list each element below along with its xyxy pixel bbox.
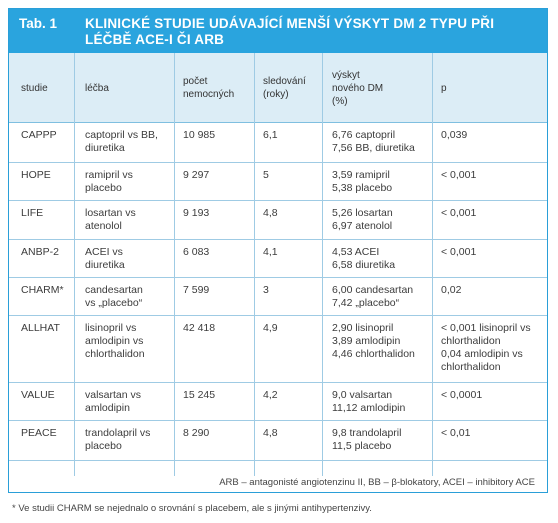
abbreviations-note: ARB – antagonisté angiotenzinu II, BB – β-blokatory, ACEI – inhibitory ACE: [219, 477, 535, 488]
cell-studie: HOPE: [21, 169, 51, 181]
cell-studie: CAPPP: [21, 129, 57, 141]
cell-vyskyt: 3,59 ramipril 5,38 placebo: [332, 169, 393, 194]
cell-pocet: 6 083: [183, 246, 210, 258]
cell-vyskyt: 9,8 trandolapril 11,5 placebo: [332, 427, 402, 452]
cell-lecba: candesartan vs „placebo“: [85, 284, 143, 309]
cell-sledovani: 4,1: [263, 246, 278, 258]
cell-vyskyt: 2,90 lisinopril 3,89 amlodipin 4,46 chlorthalidon: [332, 322, 415, 360]
column-header-studie: studie: [21, 83, 48, 94]
table-body: [9, 123, 547, 461]
column-header-lecba: léčba: [85, 83, 109, 94]
table-row: [9, 123, 547, 163]
cell-studie: ANBP-2: [21, 246, 59, 258]
cell-p: < 0,001: [441, 246, 477, 258]
column-divider: [74, 53, 75, 476]
cell-sledovani: 3: [263, 284, 269, 296]
cell-lecba: captopril vs BB, diuretika: [85, 129, 158, 154]
cell-p: < 0,001: [441, 207, 477, 219]
table-row: [9, 163, 547, 201]
table-row: [9, 278, 547, 316]
table-frame: [8, 8, 548, 493]
footnote: * Ve studii CHARM se nejednalo o srovnání s placebem, ale s jinými antihypertenzivy.: [12, 503, 372, 514]
cell-lecba: trandolapril vs placebo: [85, 427, 151, 452]
table-row: [9, 383, 547, 421]
cell-vyskyt: 9,0 valsartan 11,12 amlodipin: [332, 389, 406, 414]
cell-pocet: 8 290: [183, 427, 210, 439]
cell-lecba: losartan vs atenolol: [85, 207, 136, 232]
cell-studie: ALLHAT: [21, 322, 60, 334]
cell-lecba: lisinopril vs amlodipin vs chlorthalidon: [85, 322, 145, 360]
table-row: [9, 316, 547, 383]
cell-lecba: valsartan vs amlodipin: [85, 389, 142, 414]
cell-pocet: 10 985: [183, 129, 216, 141]
cell-pocet: 15 245: [183, 389, 216, 401]
column-divider: [174, 53, 175, 476]
cell-pocet: 9 297: [183, 169, 210, 181]
table-title-bar: [9, 9, 547, 53]
cell-pocet: 7 599: [183, 284, 210, 296]
cell-p: < 0,001 lisinopril vs chlorthalidon 0,04 amlodipin vs chlorthalidon: [441, 322, 531, 373]
column-divider: [254, 53, 255, 476]
cell-p: 0,02: [441, 284, 462, 296]
cell-sledovani: 6,1: [263, 129, 278, 141]
cell-p: 0,039: [441, 129, 468, 141]
cell-pocet: 9 193: [183, 207, 210, 219]
cell-pocet: 42 418: [183, 322, 216, 334]
cell-sledovani: 4,8: [263, 207, 278, 219]
table-row: [9, 201, 547, 240]
cell-p: < 0,001: [441, 169, 477, 181]
cell-vyskyt: 4,53 ACEI 6,58 diuretika: [332, 246, 396, 271]
table-title: KLINICKÉ STUDIE UDÁVAJÍCÍ MENŠÍ VÝSKYT DM 2 TYPU PŘI LÉČBĚ ACE-I ČI ARB: [85, 16, 495, 47]
cell-lecba: ACEI vs diuretika: [85, 246, 125, 271]
cell-vyskyt: 6,76 captopril 7,56 BB, diuretika: [332, 129, 415, 154]
cell-p: < 0,0001: [441, 389, 483, 401]
column-divider: [322, 53, 323, 476]
cell-studie: VALUE: [21, 389, 55, 401]
cell-studie: LIFE: [21, 207, 44, 219]
cell-vyskyt: 6,00 candesartan 7,42 „placebo“: [332, 284, 414, 309]
table-row: [9, 240, 547, 278]
column-header-pocet: počet nemocných: [183, 76, 235, 100]
table-header: [9, 53, 547, 123]
cell-studie: CHARM*: [21, 284, 64, 296]
table-number: Tab. 1: [19, 16, 58, 31]
cell-sledovani: 4,9: [263, 322, 278, 334]
table-row: [9, 421, 547, 461]
column-header-p: p: [441, 83, 447, 94]
cell-p: < 0,01: [441, 427, 471, 439]
column-header-vyskyt: výskyt nového DM (%): [332, 70, 384, 107]
cell-sledovani: 4,2: [263, 389, 278, 401]
cell-lecba: ramipril vs placebo: [85, 169, 133, 194]
cell-studie: PEACE: [21, 427, 57, 439]
cell-sledovani: 5: [263, 169, 269, 181]
column-header-sledovani: sledování (roky): [263, 76, 306, 100]
column-divider: [432, 53, 433, 476]
cell-vyskyt: 5,26 losartan 6,97 atenolol: [332, 207, 393, 232]
cell-sledovani: 4,8: [263, 427, 278, 439]
